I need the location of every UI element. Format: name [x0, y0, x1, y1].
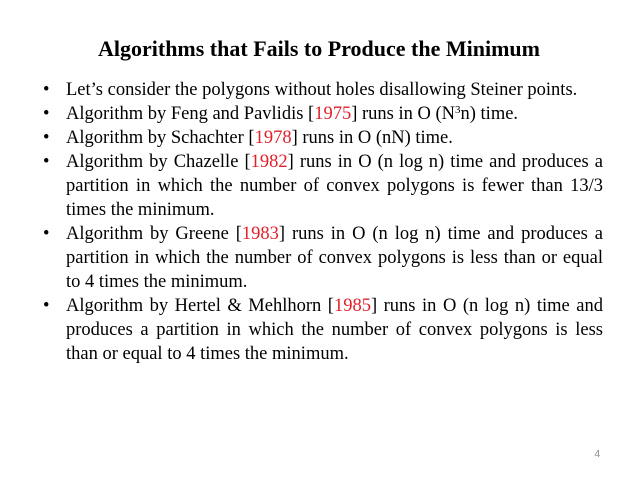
bullet-marker: •: [43, 296, 50, 316]
bullet-text-suffix: ] runs in O (n log n) time and produces a partition in which the number of convex polygons is less than or equal to 4 times the minimum.: [66, 296, 603, 364]
bullet-item: [43, 78, 603, 102]
bullet-marker: •: [43, 152, 50, 172]
bullet-text: Let’s consider the polygons without holes disallowing Steiner points.: [66, 80, 578, 100]
bullet-list: [43, 78, 603, 366]
bullet-item: [43, 150, 603, 222]
bullet-marker: •: [43, 224, 50, 244]
citation-year: 1985: [333, 296, 371, 316]
bullet-text-suffix: n) time.: [460, 104, 519, 124]
bullet-text-suffix: ] runs in O (n log n) time and produces a partition in which the number of convex polygons is less than or equal to 4 times the minimum.: [66, 224, 603, 292]
bullet-text-middle: ] runs in O (N: [351, 104, 455, 124]
bullet-text-prefix: Algorithm by Hertel & Mehlhorn [: [66, 296, 334, 316]
bullet-text-prefix: Algorithm by Chazelle [: [66, 152, 251, 172]
page-number: 4: [594, 449, 600, 460]
superscript-exponent: 3: [455, 104, 461, 116]
slide-title: Algorithms that Fails to Produce the Minimum: [97, 36, 540, 61]
citation-year: 1982: [250, 152, 288, 172]
bullet-text-prefix: Algorithm by Greene [: [66, 224, 242, 244]
bullet-item: [43, 222, 603, 294]
bullet-marker: •: [43, 128, 50, 148]
bullet-marker: •: [43, 80, 50, 100]
citation-year: 1978: [254, 128, 292, 148]
bullet-text-prefix: Algorithm by Feng and Pavlidis [: [66, 104, 315, 124]
citation-year: 1975: [314, 104, 352, 124]
bullet-item: [43, 126, 603, 150]
bullet-item: [43, 102, 603, 126]
bullet-text-suffix: ] runs in O (nN) time.: [291, 128, 453, 148]
bullet-item: [43, 294, 603, 366]
bullet-text-prefix: Algorithm by Schachter [: [66, 128, 255, 148]
citation-year: 1983: [241, 224, 279, 244]
bullet-marker: •: [43, 104, 50, 124]
bullet-text-suffix: ] runs in O (n log n) time and produces a partition in which the number of convex polygons is fewer than 13/3 times the minimum.: [66, 152, 603, 220]
